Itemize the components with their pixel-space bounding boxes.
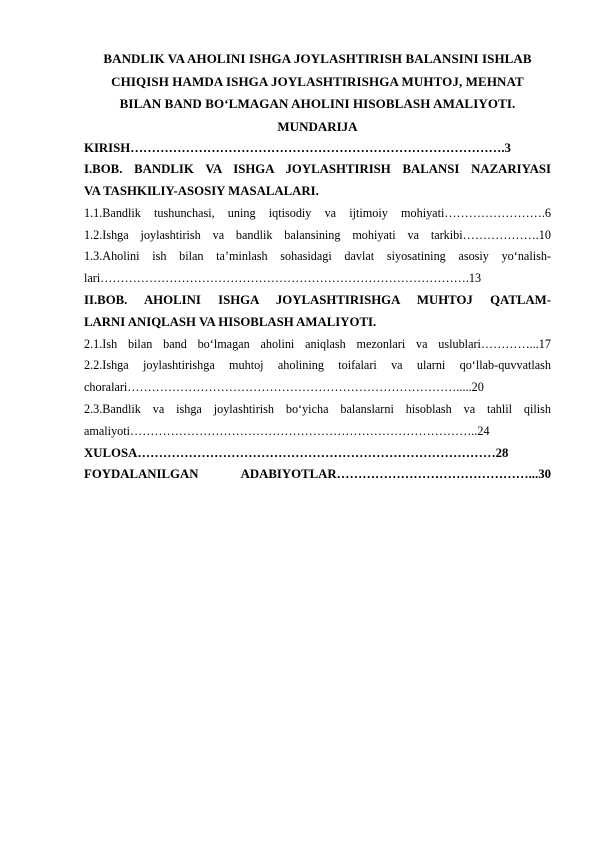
toc-entry-introduction: KIRISH…………………………………………………………………………….3	[84, 140, 511, 155]
toc-entry-2-1: 2.1.Ish bilan band bo‘lmagan aholini aniqlash mezonlari va uslublari…………...17	[84, 336, 551, 351]
toc-chapter-1-line: I.BOB. BANDLIK VA ISHGA JOYLASHTIRISH BALANSI NAZARIYASI	[84, 162, 551, 177]
title-line: BANDLIK VA AHOLINI ISHGA JOYLASHTIRISH BALANSINI ISHLAB	[103, 51, 532, 66]
toc-entry-2-3-cont: amaliyoti…………………………………………………………………………..24	[84, 423, 490, 438]
toc-entry-1-3: 1.3.Aholini ish bilan ta’minlash sohasidagi davlat siyosatining asosiy yo‘nalish-	[84, 249, 551, 264]
contents-heading: MUNDARIJA	[277, 118, 358, 134]
toc-entry-1-1: 1.1.Bandlik tushunchasi, uning iqtisodiy va ijtimoiy mohiyati…………………….6	[84, 205, 551, 220]
document-page	[84, 48, 551, 486]
toc-entry-2-2: 2.2.Ishga joylashtirishga muhtoj aholining toifalari va ularni qo‘llab-quvvatlash	[84, 358, 551, 373]
toc-entry-2-3: 2.3.Bandlik va ishga joylashtirish bo‘yicha balanslarni hisoblash va tahlil qilish	[84, 402, 551, 417]
title-line: CHIQISH HAMDA ISHGA JOYLASHTIRISHGA MUHTOJ, MEHNAT	[111, 73, 524, 89]
table-of-contents	[84, 138, 551, 487]
document-title	[84, 48, 551, 116]
toc-chapter-2-line: LARNI ANIQLASH VA HISOBLASH AMALIYOTI.	[84, 314, 377, 329]
toc-entry-1-3-cont: lari……………………………………………………………………………….13	[84, 271, 482, 286]
toc-entry-references: FOYDALANILGAN ADABIYOTLAR………………………………………...30	[84, 467, 551, 482]
toc-chapter-2-line: II.BOB. AHOLINI ISHGA JOYLASHTIRISHGA MUHTOJ QATLAM-	[84, 293, 551, 308]
toc-entry-2-2-cont: choralari……………………………………………………………………….....20	[84, 380, 484, 395]
toc-chapter-1-line: VA TASHKILIY-ASOSIY MASALALARI.	[84, 184, 319, 199]
toc-entry-conclusion: XULOSA…………………………………………………………………………28	[84, 445, 509, 460]
toc-entry-1-2: 1.2.Ishga joylashtirish va bandlik balansining mohiyati va tarkibi……………….10	[84, 227, 551, 242]
title-line: BILAN BAND BO‘LMAGAN AHOLINI HISOBLASH AMALIYOTI.	[119, 96, 516, 111]
